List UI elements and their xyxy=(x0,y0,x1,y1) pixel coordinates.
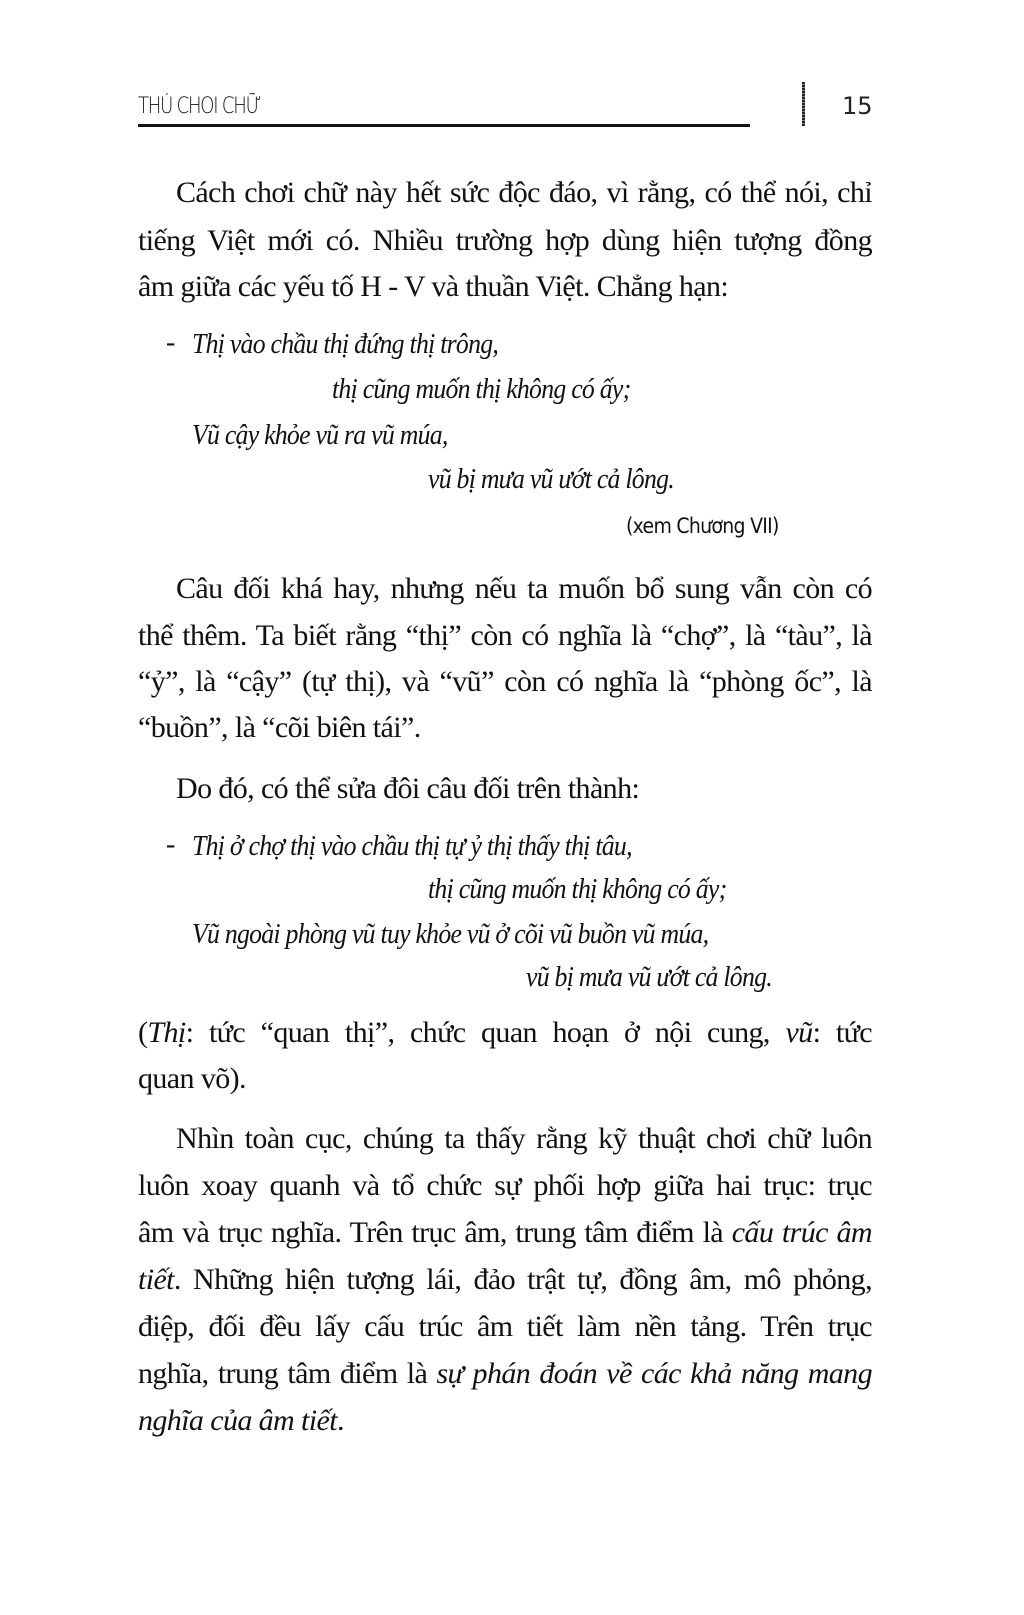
paragraph-4-line-1: Nhìn toàn cục, chúng ta thấy rằng kỹ thuật chơi chữ luôn xyxy=(176,1122,872,1155)
paragraph-2-line-2: thể thêm. Ta biết rằng “thị” còn có nghĩa là “chợ”, là “tàu”, là xyxy=(138,619,872,652)
paragraph-4-line-7 xyxy=(138,1401,344,1441)
verse-1-line-1: Thị vào chầu thị đứng thị trông, xyxy=(192,329,499,360)
paragraph-4-line-5: điệp, đối đều lấy cấu trúc âm tiết làm nền tảng. Trên trục xyxy=(138,1310,872,1343)
verse-2-line-4: vũ bị mưa vũ ướt cả lông. xyxy=(526,962,772,993)
p4-emphasis-tiet: tiết xyxy=(138,1263,174,1296)
header-divider xyxy=(802,82,805,126)
verse-2-line-3: Vũ ngoài phòng vũ tuy khỏe vũ ở cõi vũ buồn vũ múa, xyxy=(192,919,709,950)
note-text-1: : tức “quan thị”, chức quan hoạn ở nội cung, xyxy=(185,1016,786,1049)
page-number: 15 xyxy=(842,92,873,120)
note-term-vu: vũ xyxy=(785,1016,813,1049)
p4-text-3a: âm và trục nghĩa. Trên trục âm, trung tâm điểm là xyxy=(138,1216,732,1249)
paragraph-1-line-3: âm giữa các yếu tố H - V và thuần Việt. Chẳng hạn: xyxy=(138,270,729,303)
verse-1-line-3: Vũ cậy khỏe vũ ra vũ múa, xyxy=(192,420,448,451)
paragraph-3: Do đó, có thể sửa đôi câu đối trên thành: xyxy=(176,772,640,805)
paragraph-2-line-3: “ỷ”, là “cậy” (tự thị), và “vũ” còn có nghĩa là “phòng ốc”, là xyxy=(138,665,872,698)
note-term-thi: Thị xyxy=(147,1016,186,1049)
header-rule xyxy=(138,124,750,127)
p4-emphasis-cau-truc-am: cấu trúc âm xyxy=(731,1216,872,1249)
verse-2-line-2: thị cũng muốn thị không có ấy; xyxy=(428,874,727,905)
paragraph-4-line-6 xyxy=(138,1354,872,1394)
note-line-1 xyxy=(138,1013,872,1053)
paragraph-1-line-1: Cách chơi chữ này hết sức độc đáo, vì rằng, có thể nói, chỉ xyxy=(176,176,872,209)
verse-2-dash: - xyxy=(166,829,176,860)
paragraph-4-line-2: luôn xoay quanh và tổ chức sự phối hợp giữa hai trục: trục xyxy=(138,1169,872,1202)
p4-text-7b: . xyxy=(336,1404,344,1437)
note-open-paren: ( xyxy=(138,1016,148,1049)
p4-emphasis-nghia-cua-am-tiet: nghĩa của âm tiết xyxy=(138,1404,337,1437)
paragraph-1-line-2: tiếng Việt mới có. Nhiều trường hợp dùng hiện tượng đồng xyxy=(138,224,872,257)
paragraph-4-line-3 xyxy=(138,1213,872,1253)
paragraph-4-line-4 xyxy=(138,1260,872,1300)
note-text-2: : tức xyxy=(812,1016,872,1049)
p4-text-4b: . Những hiện tượng lái, đảo trật tự, đồng âm, mô phỏng, xyxy=(173,1263,872,1296)
verse-1-dash: - xyxy=(166,327,176,358)
verse-1-line-4: vũ bị mưa vũ ướt cả lông. xyxy=(428,464,674,495)
running-header-title: THÚ CHOI CHỮ xyxy=(138,94,261,119)
paragraph-2-line-1: Câu đối khá hay, nhưng nếu ta muốn bổ sung vẫn còn có xyxy=(176,572,872,605)
note-line-2: quan võ). xyxy=(138,1062,246,1095)
verse-1-line-2: thị cũng muốn thị không có ấy; xyxy=(332,374,631,405)
p4-text-6a: nghĩa, trung tâm điểm là xyxy=(138,1357,437,1390)
p4-emphasis-su-phan-doan: sự phán đoán về các khả năng mang xyxy=(436,1357,872,1390)
paragraph-2-line-4: “buồn”, là “cõi biên tái”. xyxy=(138,711,421,744)
chapter-reference: (xem Chương VII) xyxy=(626,514,779,538)
verse-2-line-1: Thị ở chợ thị vào chầu thị tự ỷ thị thấy thị tâu, xyxy=(192,831,632,862)
